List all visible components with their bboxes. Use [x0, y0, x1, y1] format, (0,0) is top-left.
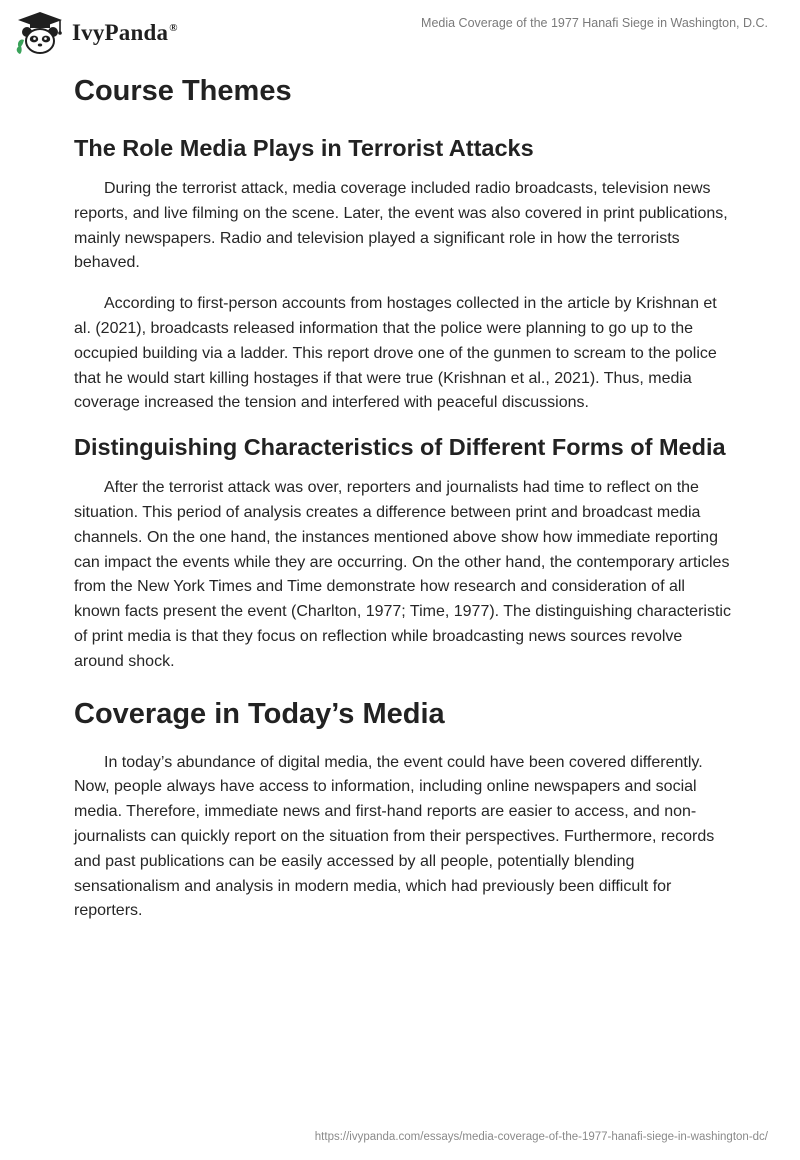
paragraph: After the terrorist attack was over, reporters and journalists had time to reflect on the situation. This period of analysis creates a difference between print and broadcast media channels. On the one hand, the instances mentioned above show how immediate reporting can impact the events while they are occurring. On the other hand, the contemporary articles from the New York Times and Time demonstrate how research and consideration of all known facts present the event (Charlton, 1977; Time, 1977). The distinguishing characteristic of print media is that they focus on reflection while broadcasting news sources revolve around shock. — [74, 479, 731, 670]
panda-graduate-icon — [14, 10, 66, 56]
section-title-todays-media: Coverage in Today’s Media — [74, 697, 445, 730]
section-title-course-themes: Course Themes — [74, 75, 292, 107]
paragraph: In today’s abundance of digital media, the event could have been covered differently. Now, people always have access to information, including online newspapers and social media. Therefore, immediate news and first-hand reports are easier to access, and non-journalists can quickly report on the situation from their perspectives. Furthermore, records and past publications can be easily accessed by all people, potentially blending sensationalism and analysis in modern media, which had previously been difficult for reporters. — [74, 753, 715, 920]
logo-wordmark: IvyPanda® — [72, 20, 178, 45]
ivypanda-logo[interactable] — [14, 8, 178, 58]
document-title: Media Coverage of the 1977 Hanafi Siege in Washington, D.C. — [421, 16, 768, 30]
subsection-title-role-media: The Role Media Plays in Terrorist Attacks — [74, 135, 534, 161]
paragraph: According to first-person accounts from hostages collected in the article by Krishnan et al. (2021), broadcasts released information that the police were planning to go up to the occupied building via a ladder. This report drove one of the gunmen to scream to the police that he would start killing hostages if that were true (Krishnan et al., 2021). Thus, media coverage increased the tension and interfered with peaceful discussions. — [74, 295, 717, 412]
essay-content — [74, 72, 734, 924]
page-header — [0, 0, 800, 70]
source-url-link[interactable]: https://ivypanda.com/essays/media-coverage-of-the-1977-hanafi-siege-in-washington-dc/ — [314, 1131, 768, 1143]
subsection-title-distinguishing: Distinguishing Characteristics of Different Forms of Media — [74, 434, 726, 461]
paragraph: During the terrorist attack, media coverage included radio broadcasts, television news reports, and live filming on the scene. Later, the event was also covered in print publications, mainly newspapers. Radio and television played a significant role in how the terrorists behaved. — [74, 180, 728, 272]
